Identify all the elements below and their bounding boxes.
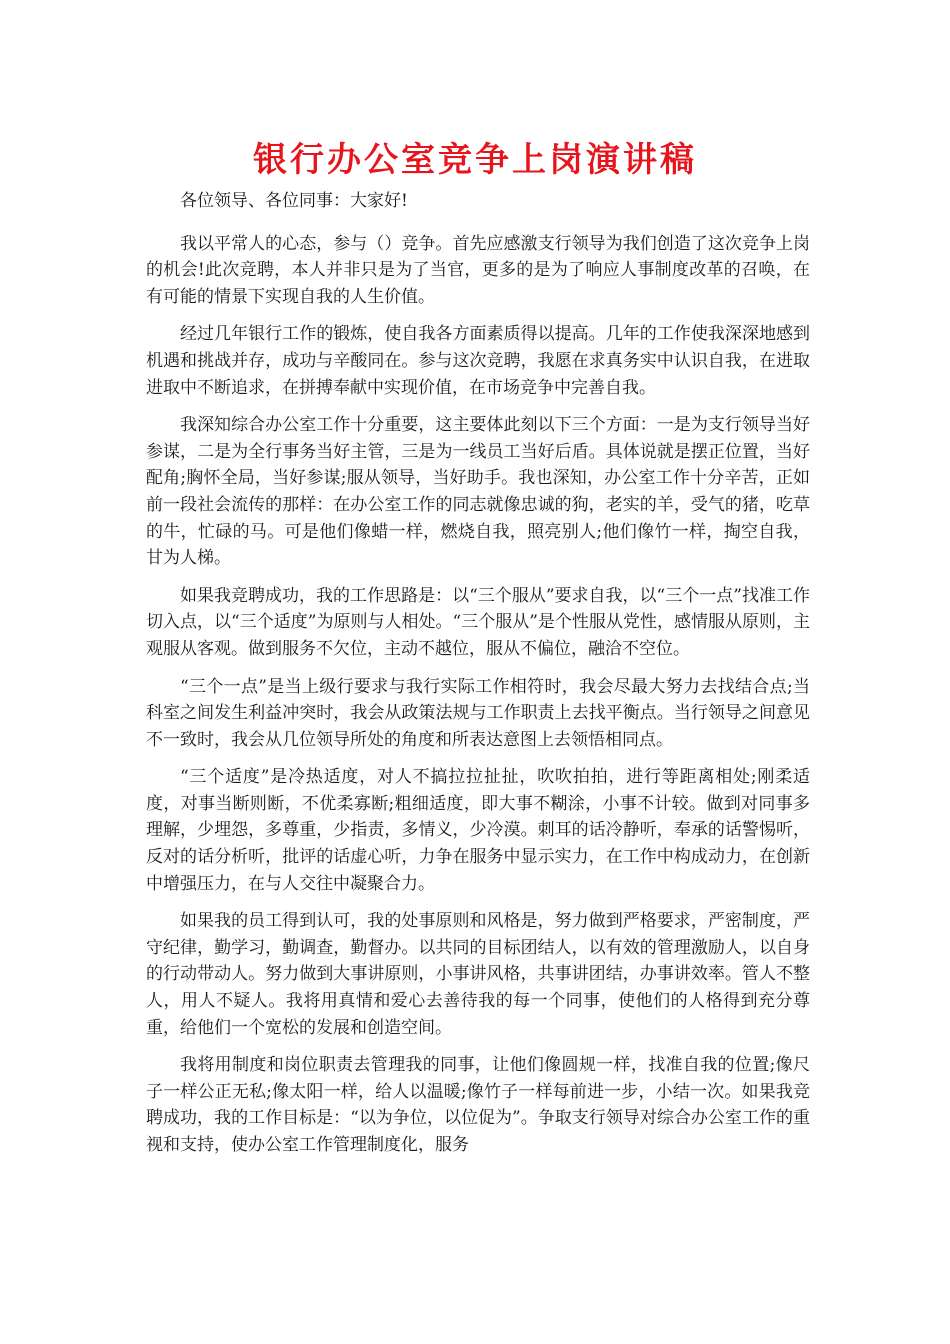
document-body: [146, 188, 810, 1170]
paragraph: 我深知综合办公室工作十分重要，这主要体此刻以下三个方面：一是为支行领导当好参谋，二是为全行事务当好主管，三是为一线员工当好后盾。具体说就是摆正位置，当好配角;胸怀全局，当好参谋;服从领导，当好助手。我也深知，办公室工作十分辛苦，正如前一段社会流传的那样：在办公室工作的同志就像忠诚的狗，老实的羊，受气的猪，吃草的牛，忙碌的马。可是他们像蜡一样，燃烧自我，照亮别人;他们像竹一样，掏空自我，甘为人梯。: [146, 415, 810, 569]
paragraph: 我以平常人的心态，参与（）竞争。首先应感激支行领导为我们创造了这次竞争上岗的机会!此次竞聘，本人并非只是为了当官，更多的是为了响应人事制度改革的召唤，在有可能的情景下实现自我的人生价值。: [146, 233, 810, 307]
paragraph: “三个适度”是冷热适度，对人不搞拉拉扯扯，吹吹拍拍，进行等距离相处;刚柔适度，对事当断则断，不优柔寡断;粗细适度，即大事不糊涂，小事不计较。做到对同事多理解，少埋怨，多尊重，少指责，多情义，少冷漠。刺耳的话冷静听，奉承的话警惕听，反对的话分析听，批评的话虚心听，力争在服务中显示实力，在工作中构成动力，在创新中增强压力，在与人交往中凝聚合力。: [146, 767, 810, 894]
paragraph: 我将用制度和岗位职责去管理我的同事，让他们像圆规一样，找准自我的位置;像尺子一样公正无私;像太阳一样，给人以温暖;像竹子一样每前进一步，小结一次。如果我竞聘成功，我的工作目标是：“以为争位，以位促为”。争取支行领导对综合办公室工作的重视和支持，使办公室工作管理制度化，服务: [146, 1055, 810, 1155]
paragraph-greeting: 各位领导、各位同事：大家好!: [180, 191, 408, 211]
paragraph: 如果我的员工得到认可，我的处事原则和风格是，努力做到严格要求，严密制度，严守纪律，勤学习，勤调查，勤督办。以共同的目标团结人，以有效的管理激励人，以自身的行动带动人。努力做到大事讲原则，小事讲风格，共事讲团结，办事讲效率。管人不整人，用人不疑人。我将用真情和爱心去善待我的每一个同事，使他们的人格得到充分尊重，给他们一个宽松的发展和创造空间。: [146, 911, 810, 1038]
paragraph: 如果我竞聘成功，我的工作思路是：以“三个服从”要求自我，以“三个一点”找准工作切入点，以“三个适度”为原则与人相处。“三个服从”是个性服从党性，感情服从原则，主观服从客观。做到服务不欠位，主动不越位，服从不偏位，融洽不空位。: [146, 585, 810, 659]
paragraph: 经过几年银行工作的锻炼，使自我各方面素质得以提高。几年的工作使我深深地感到机遇和挑战并存，成功与辛酸同在。参与这次竞聘，我愿在求真务实中认识自我，在进取进取中不断追求，在拼搏奉献中实现价值，在市场竞争中完善自我。: [146, 324, 810, 398]
paragraph: “三个一点”是当上级行要求与我行实际工作相符时，我会尽最大努力去找结合点;当科室之间发生利益冲突时，我会从政策法规与工作职责上去找平衡点。当行领导之间意见不一致时，我会从几位领导所处的角度和所表达意图上去领悟相同点。: [146, 676, 810, 750]
document-title: 银行办公室竞争上岗演讲稿: [253, 140, 697, 180]
